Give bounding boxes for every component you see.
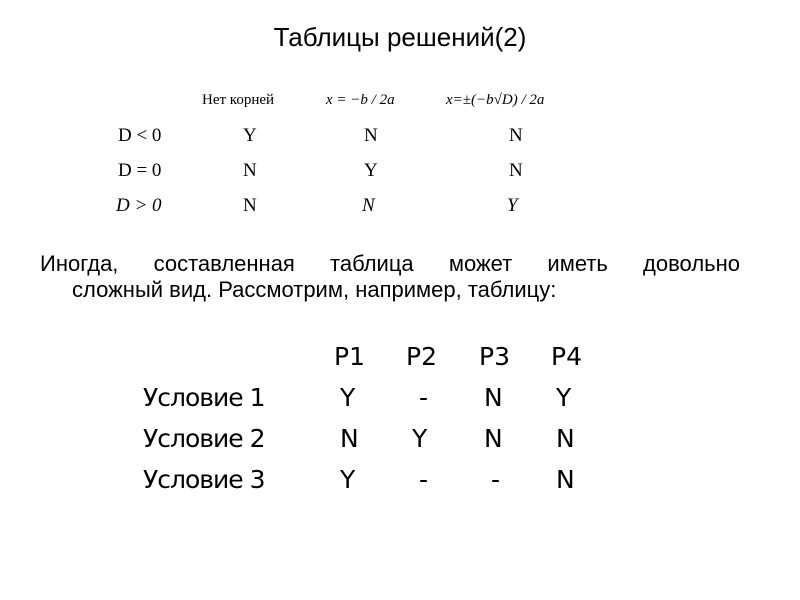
table2-cell: Y xyxy=(340,465,356,494)
paragraph-line-1: Иногда, составленная таблица может иметь довольно xyxy=(40,251,740,276)
table1-cell: N xyxy=(243,160,257,181)
table1-cell: N xyxy=(243,195,257,216)
table2-row-condition: Условие 3 xyxy=(143,465,265,494)
table2-cell: - xyxy=(419,383,429,412)
slide-title: Таблицы решений(2) xyxy=(273,22,527,52)
table1-cell: N xyxy=(509,125,523,146)
table1-cell: N xyxy=(362,195,375,216)
table2-header: P2 xyxy=(406,342,437,371)
body-paragraph xyxy=(40,251,740,303)
table1-row-condition: D = 0 xyxy=(118,160,162,181)
table1-row-condition: D > 0 xyxy=(116,195,162,216)
table2-cell: Y xyxy=(556,383,572,412)
table1-cell: N xyxy=(364,125,378,146)
table2-cell: N xyxy=(556,465,575,494)
table2-cell: - xyxy=(491,465,501,494)
table1-header-two-roots: x=±(−b√D) / 2a xyxy=(446,92,545,108)
table2-cell: N xyxy=(484,424,503,453)
table2-cell: Y xyxy=(412,424,428,453)
table2-cell: Y xyxy=(340,383,356,412)
table2-header: P4 xyxy=(551,342,582,371)
table1-cell: N xyxy=(509,160,523,181)
table2-cell: N xyxy=(556,424,575,453)
table2-row-condition: Условие 1 xyxy=(143,383,265,412)
paragraph-line-2: сложный вид. Рассмотрим, например, таблицу: xyxy=(72,277,557,302)
table1-row-condition: D < 0 xyxy=(118,125,162,146)
table1-header-no-roots: Нет корней xyxy=(202,92,275,108)
table1-cell: Y xyxy=(507,195,518,216)
table1-cell: Y xyxy=(364,160,378,181)
table2-header: P3 xyxy=(479,342,510,371)
table1-header-single-root: x = −b / 2a xyxy=(326,92,395,108)
table2-cell: - xyxy=(419,465,429,494)
table2-row-condition: Условие 2 xyxy=(143,424,265,453)
table2-header: P1 xyxy=(334,342,365,371)
table2-cell: N xyxy=(340,424,359,453)
table1-cell: Y xyxy=(243,125,257,146)
table2-cell: N xyxy=(484,383,503,412)
